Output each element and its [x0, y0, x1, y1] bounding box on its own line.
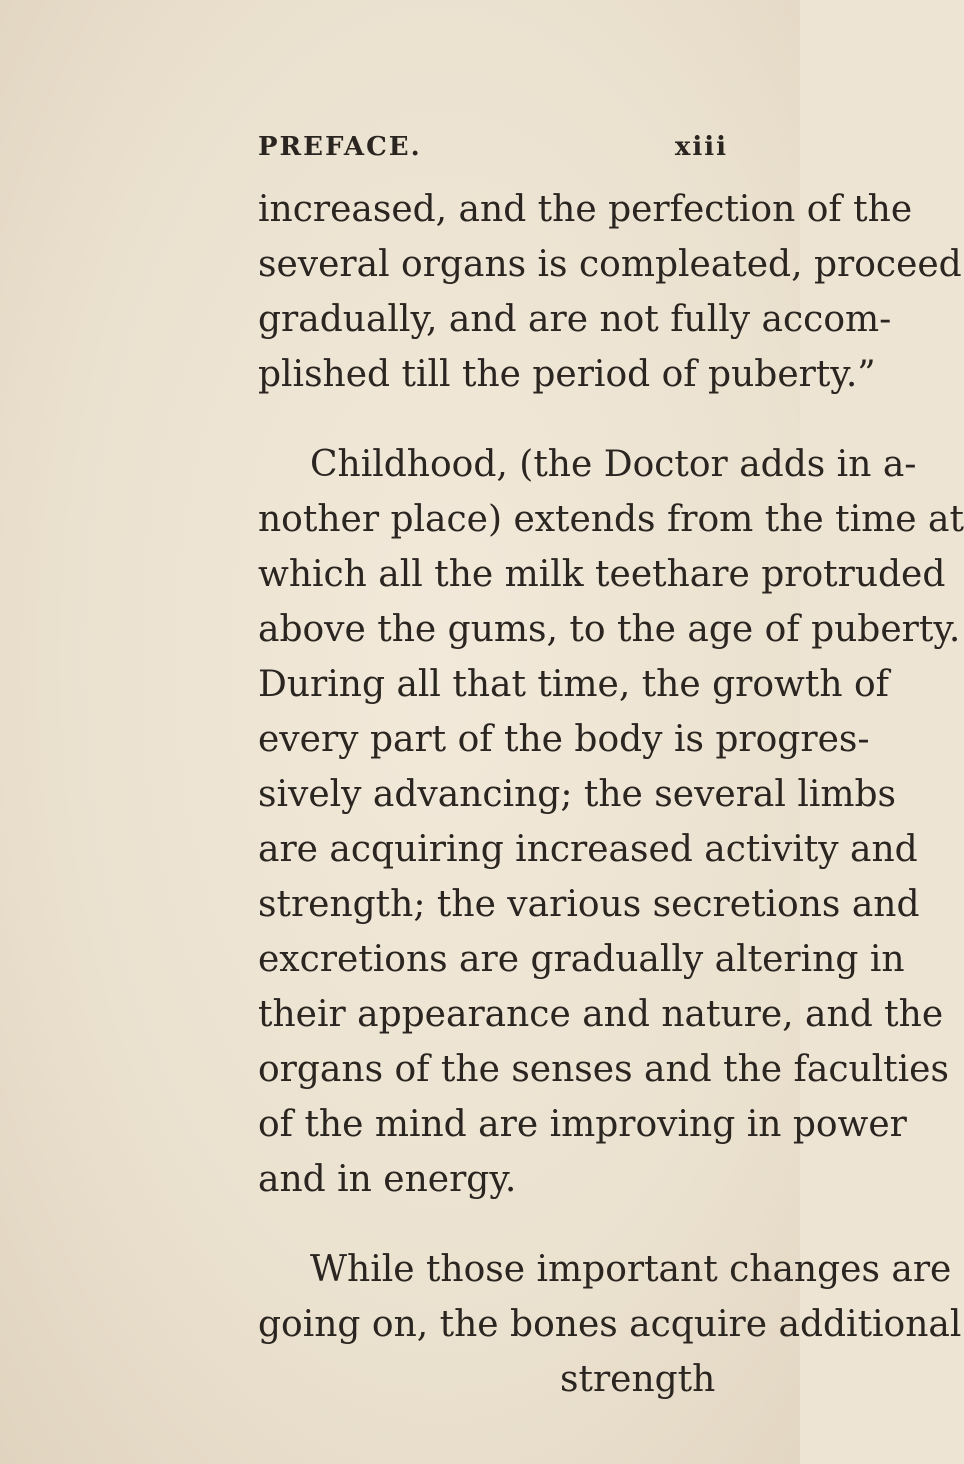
text-line: plished till the period of puberty.”	[258, 354, 876, 395]
page-number: xiii	[674, 132, 728, 162]
text-line: every part of the body is progres-	[258, 719, 870, 760]
text-line: which all the milk teethare protruded	[258, 554, 946, 595]
running-title: PREFACE.	[258, 132, 422, 162]
text-line: their appearance and nature, and the	[258, 994, 944, 1035]
text-line: organs of the senses and the faculties	[258, 1049, 949, 1090]
text-line: During all that time, the growth of	[258, 664, 889, 705]
text-line: and in energy.	[258, 1159, 517, 1200]
text-line: above the gums, to the age of puberty.	[258, 609, 961, 650]
text-line: excretions are gradually altering in	[258, 939, 905, 980]
running-header	[258, 132, 728, 172]
text-line: gradually, and are not fully accom-	[258, 299, 892, 340]
text-line: sively advancing; the several limbs	[258, 774, 897, 815]
text-line: strength; the various secretions and	[258, 884, 920, 925]
text-line: several organs is compleated, proceed	[258, 244, 962, 285]
text-line: going on, the bones acquire additional	[258, 1304, 962, 1345]
text-line: While those important changes are	[310, 1249, 952, 1290]
catchword: strength	[560, 1359, 716, 1400]
text-line: are acquiring increased activity and	[258, 829, 918, 870]
text-line: nother place) extends from the time at	[258, 499, 964, 540]
text-line: increased, and the perfection of the	[258, 189, 913, 230]
text-line: Childhood, (the Doctor adds in a-	[310, 444, 917, 485]
text-line: of the mind are improving in power	[258, 1104, 907, 1145]
